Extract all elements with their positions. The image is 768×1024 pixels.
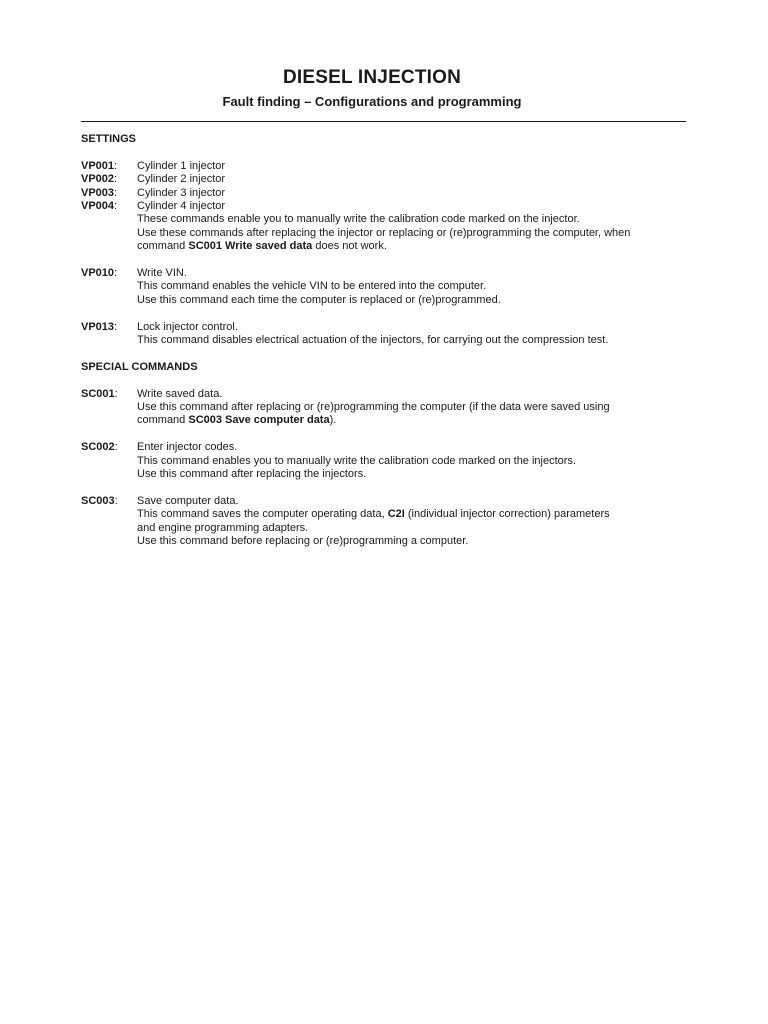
- command-description: and engine programming adapters.: [137, 521, 309, 534]
- command-title: Write VIN.: [137, 267, 187, 280]
- command-description: Use these commands after replacing the injector or replacing or (re)programming the computer, when: [137, 226, 631, 239]
- command-code: VP003: [81, 186, 115, 199]
- command-block-vp013: [81, 321, 686, 348]
- command-description: These commands enable you to manually write the calibration code marked on the injector.: [137, 213, 580, 226]
- command-title: Enter injector codes.: [137, 441, 238, 454]
- command-title: Cylinder 4 injector: [137, 200, 226, 213]
- settings-heading: SETTINGS: [81, 133, 137, 145]
- command-title: Write saved data.: [137, 387, 223, 400]
- command-row-vp003: VP003: Cylinder 3 injector: [81, 187, 686, 200]
- command-title: Cylinder 1 injector: [137, 159, 226, 172]
- command-code: SC003: [81, 494, 115, 507]
- header-divider: [81, 121, 686, 122]
- command-title: Save computer data.: [137, 494, 239, 507]
- command-reference: C2I: [387, 508, 405, 521]
- command-row-sc001: SC001: Write saved data.: [81, 388, 686, 401]
- command-row-vp002: VP002: Cylinder 2 injector: [81, 173, 686, 186]
- command-code: VP013: [81, 320, 115, 333]
- command-description: This command disables electrical actuation of the injectors, for carrying out the compression test.: [137, 334, 609, 347]
- command-description: This command saves the computer operating data, C2I (individual injector correction) parameters: [137, 508, 610, 521]
- command-row-vp004: VP004: Cylinder 4 injector: [81, 200, 686, 213]
- command-code: VP004: [81, 200, 115, 213]
- command-reference: SC001 Write saved data: [188, 240, 313, 253]
- command-block-sc002: [81, 441, 686, 481]
- command-description: command SC003 Save computer data).: [137, 414, 337, 427]
- command-title: Cylinder 3 injector: [137, 186, 226, 199]
- command-code: SC001: [81, 387, 115, 400]
- command-description: Use this command after replacing the injectors.: [137, 468, 367, 481]
- settings-list: [81, 160, 686, 254]
- document-body: [81, 133, 686, 548]
- command-block-sc001: [81, 388, 686, 428]
- page-subtitle: Fault finding – Configurations and programming: [222, 94, 522, 109]
- command-description: Use this command before replacing or (re)programming a computer.: [137, 535, 469, 548]
- special-commands-heading: SPECIAL COMMANDS: [81, 360, 198, 373]
- command-description: This command enables you to manually write the calibration code marked on the injectors.: [137, 454, 577, 467]
- command-row-sc002: SC002: Enter injector codes.: [81, 441, 686, 454]
- command-reference: SC003 Save computer data: [188, 414, 330, 427]
- command-description: Use this command each time the computer is replaced or (re)programmed.: [137, 293, 501, 306]
- command-description: command SC001 Write saved data does not work.: [137, 240, 387, 253]
- command-title: Lock injector control.: [137, 320, 238, 333]
- command-description: This command enables the vehicle VIN to be entered into the computer.: [137, 280, 487, 293]
- command-block-vp010: [81, 267, 686, 307]
- command-row-sc003: SC003: Save computer data.: [81, 495, 686, 508]
- command-block-sc003: [81, 495, 686, 549]
- command-description: Use this command after replacing or (re)programming the computer (if the data were saved using: [137, 401, 610, 414]
- command-row-vp001: VP001: Cylinder 1 injector: [81, 160, 686, 173]
- page-title: DIESEL INJECTION: [282, 67, 462, 88]
- command-code: VP001: [81, 159, 115, 172]
- command-code: VP010: [81, 267, 115, 280]
- command-code: VP002: [81, 173, 115, 186]
- command-row-vp013: VP013: Lock injector control.: [81, 321, 686, 334]
- command-code: SC002: [81, 441, 115, 454]
- command-title: Cylinder 2 injector: [137, 173, 226, 186]
- command-row-vp010: VP010: Write VIN.: [81, 267, 686, 280]
